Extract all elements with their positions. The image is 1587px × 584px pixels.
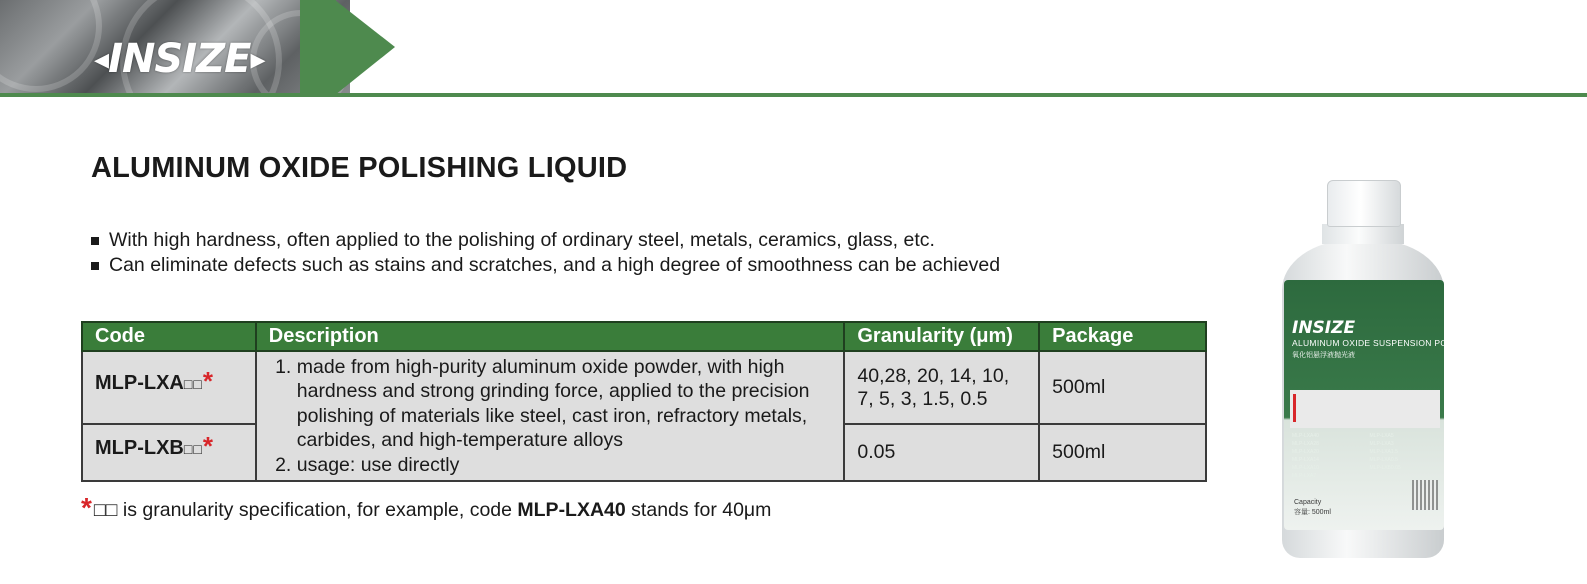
header-package: Package (1039, 322, 1206, 351)
brand-logo (94, 36, 265, 82)
note-star: * (202, 366, 213, 396)
label-code: MLP-LXA40 (1292, 433, 1319, 439)
logo-left-arrow-icon: ◂ (94, 41, 109, 77)
table-header-row (82, 322, 1206, 351)
logo-text: INSIZE (108, 36, 251, 82)
page-title: ALUMINUM OXIDE POLISHING LIQUID (91, 152, 628, 184)
code-suffix-boxes: □□ (183, 441, 203, 457)
footnote-prefix: □□ is granularity specification, for example, code (93, 499, 518, 521)
footnote-example-code: MLP-LXA40 (517, 499, 626, 521)
granularity-line: 40,28, 20, 14, 10, (857, 364, 1010, 387)
logo-right-arrow-icon: ▸ (250, 41, 265, 77)
header-granularity: Granularity (μm) (844, 322, 1039, 351)
header-description: Description (256, 322, 845, 351)
code-cell (82, 424, 256, 481)
code-text: MLP-LXA (95, 372, 184, 394)
banner-divider-line (0, 93, 1587, 97)
description-item: 1. made from high-purity aluminum oxide powder, with high hardness and strong grinding force, applied to the precision polishing of materials like steel, cast iron, refractory metals, carbides, and high-temperature alloys (297, 355, 834, 453)
feature-text: Can eliminate defects such as stains and scratches, and a high degree of smoothness can be achieved (109, 254, 1001, 276)
label-code: MLP-LXA3 (1369, 441, 1394, 447)
capacity-value: 容量: 500ml (1294, 509, 1331, 516)
description-list (273, 355, 834, 478)
warning-bar (1293, 394, 1296, 422)
granularity-cell: 0.05 (844, 424, 1039, 481)
package-cell: 500ml (1039, 424, 1206, 481)
note-star: * (202, 431, 213, 461)
bottle-cap (1327, 180, 1401, 227)
label-code: MLP-LXA28 (1292, 441, 1319, 447)
bottle-neck (1322, 224, 1404, 244)
label-code: MLP-LXA20 (1292, 449, 1319, 455)
label-code-list (1292, 432, 1442, 480)
label-code: MLP-LXB0.05 (1369, 465, 1401, 471)
label-code: MLP-LXA0.5 (1369, 457, 1398, 463)
bottle-label (1284, 280, 1468, 530)
granularity-cell (844, 351, 1039, 424)
bullet-square-icon (91, 237, 99, 245)
gear-shape (0, 0, 102, 92)
feature-item (91, 228, 1000, 253)
footnote-suffix: stands for 40μm (625, 499, 772, 521)
capacity-label: Capacity (1294, 499, 1322, 506)
code-cell (82, 351, 256, 424)
label-capacity (1294, 498, 1331, 518)
banner-arrow (335, 0, 395, 95)
feature-item (91, 253, 1000, 278)
footnote-star: * (81, 492, 92, 523)
label-product-name: ALUMINUM OXIDE SUSPENSION POLISH (1292, 338, 1468, 348)
header-code: Code (82, 322, 256, 351)
label-code: MLP-LXA10 (1292, 465, 1319, 471)
description-item: 2. usage: use directly (297, 453, 834, 478)
code-suffix-boxes: □□ (183, 376, 203, 392)
banner-arrow-body (300, 0, 336, 95)
qr-code-icon (1412, 480, 1438, 510)
spec-table (81, 321, 1207, 482)
bullet-square-icon (91, 262, 99, 270)
package-cell: 500ml (1039, 351, 1206, 424)
table-row (82, 351, 1206, 424)
label-code: MLP-LXA14 (1292, 457, 1319, 463)
description-cell (256, 351, 845, 481)
label-code: MLP-LXA5 (1369, 433, 1394, 439)
code-text: MLP-LXB (95, 437, 184, 459)
feature-list (91, 228, 1000, 278)
feature-text: With high hardness, often applied to the polishing of ordinary steel, metals, ceramics, glass, etc. (109, 229, 935, 251)
header-banner (0, 0, 1587, 98)
label-logo: INSIZE (1292, 318, 1356, 338)
label-code: MLP-LXA1.5 (1369, 449, 1398, 455)
product-bottle-image (1282, 180, 1468, 558)
granularity-line: 7, 5, 3, 1.5, 0.5 (857, 387, 988, 410)
label-product-name-cn: 氧化铝悬浮液抛光液 (1292, 352, 1355, 359)
label-code: MLP-LXA7 (1292, 473, 1317, 479)
label-warning-box (1290, 390, 1440, 428)
footnote (81, 490, 771, 522)
